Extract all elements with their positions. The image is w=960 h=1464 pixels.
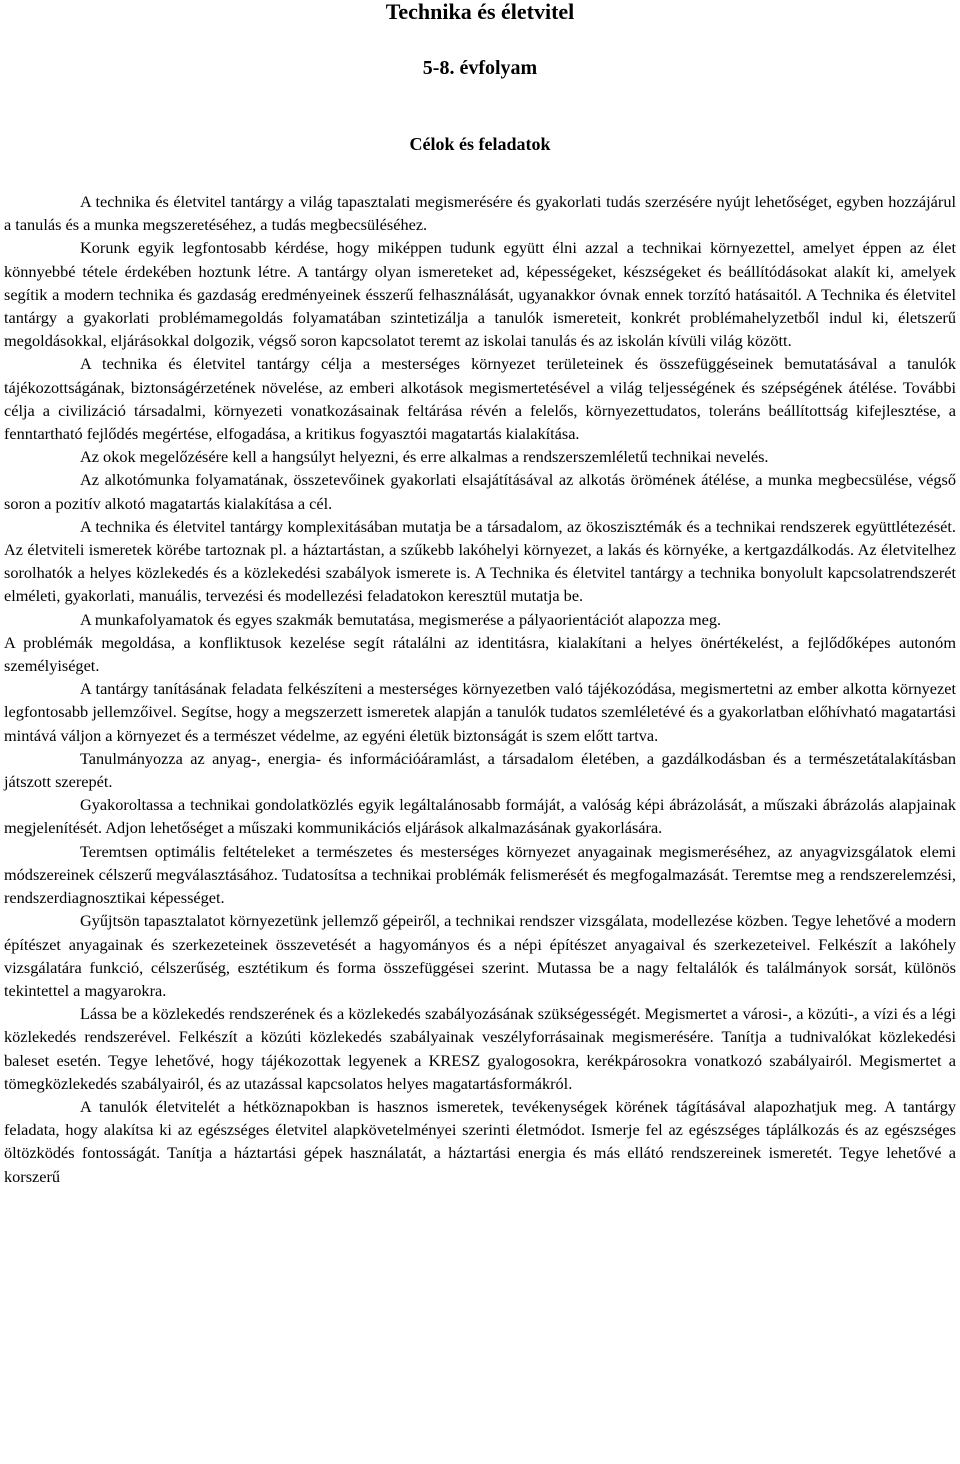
paragraph: A problémák megoldása, a konfliktusok kezelése segít rátalálni az identitásra, kialakítani a helyes önértékelést, a fejlődőképes autonóm személyiséget. [4,632,956,676]
paragraph: Gyakoroltassa a technikai gondolatközlés egyik legáltalánosabb formáját, a valóság képi ábrázolását, a műszaki ábrázolás alapjainak megjelenítését. Adjon lehetőséget a műszaki kommunikációs eljárások alkalmazásának gyakorlására. [4,795,956,838]
paragraph: Korunk egyik legfontosabb kérdése, hogy miképpen tudunk együtt élni azzal a technikai környezettel, amelyet éppen az élet könnyebbé tétele érdekében hoztunk létre. A tantárgy olyan ismereteket ad, képességeket, készségeket és beállítódásokat alakít ki, amelyek segítik a modern technika és gazdaság eredményeinek ésszerű felhasználását, ugyanakkor óvnak ennek torzító hatásaitól. A Technika és életvitel tantárgy a gyakorlati problémamegoldás folyamatában szintetizálja a tanulók ismereteit, konkrét problémahelyzetből indul ki, életszerű megoldásokkal, eljárásokkal dolgozik, végső soron kapcsolatot teremt az iskolai tanulás és az iskolán kívüli világ között. [4,238,956,351]
paragraph: Lássa be a közlekedés rendszerének és a közlekedés szabályozásának szükségességét. Megismertet a városi-, a közúti-, a vízi és a légi közlekedés rendszerével. Felkészít a közúti közlekedés szabályainak veszélyforrásainak megismerésére. Tanítja a tudnivalókat közlekedési baleset esetén. Tegye lehetővé, hogy tájékozottak legyenek a KRESZ gyalogosokra, kerékpárosokra vonatkozó szabályairól. Megismertet a tömegközlekedés szabályairól, és az utazással kapcsolatos helyes magatartásformákról. [4,1004,956,1093]
paragraph: A munkafolyamatok és egyes szakmák bemutatása, megismerése a pályaorientációt alapozza meg. [80,609,722,629]
paragraph: Teremtsen optimális feltételeket a természetes és mesterséges környezet anyagainak megismeréséhez, az anyagvizsgálatok elemi módszereinek célszerű megválasztásához. Tudatosítsa a technikai problémák felismerését és megfogalmazását. Teremtse meg a rendszerelemzési, rendszerdiagnosztikai képességet. [4,841,956,908]
paragraph: A tantárgy tanításának feladata felkészíteni a mesterséges környezetben való tájékozódása, megismertetni az ember alkotta környezet legfontosabb jellemzőivel. Segítse, hogy a megszerzett ismeretek alapján a tanulók tudatos szemléletévé és a gyakorlatban előhívható magatartási mintává váljon a környezet és a természet védelme, az egyéni életük biztonságát is szem előtt tartva. [4,679,956,745]
document-title: Technika és életvitel [385,0,575,24]
section-heading: Célok és feladatok [409,134,551,154]
paragraph: A technika és életvitel tantárgy célja a mesterséges környezet területeinek és összefüggéseinek bemutatásával a tanulók tájékozottságának, biztonságérzetének növelése, az emberi alkotások megismertetésével a világ teljességének és szépségének átélése. További célja a civilizáció társadalmi, környezeti vonatkozásainak feltárása révén a felelős, környezettudatos, toleráns beállítottság kifejlesztése, a fenntartható fejlődés megértése, elfogadása, a kritikus fogyasztói magatartás kialakítása. [4,354,956,444]
paragraph: Az okok megelőzésére kell a hangsúlyt helyezni, és erre alkalmas a rendszerszemléletű technikai nevelés. [80,447,769,467]
paragraph: A technika és életvitel tantárgy komplexitásában mutatja be a társadalom, az ökoszisztémák és a technikai rendszerek együttlétezését. Az életviteli ismeretek körébe tartoznak pl. a háztartástan, a szűkebb lakóhelyi környezet, a lakás és környéke, a kertgazdálkodás. Az életvitelhez sorolhatók a helyes közlekedés és a közlekedési szabályok ismerete is. A Technika és életvitel tantárgy a technika bonyolult kapcsolatrendszerét elméleti, gyakorlati, manuális, tervezési és modellezési feladatokon keresztül mutatja be. [4,516,956,606]
paragraph: Tanulmányozza az anyag-, energia- és információáramlást, a társadalom életében, a gazdálkodásban és a természetátalakításban játszott szerepét. [4,748,956,792]
paragraph: A technika és életvitel tantárgy a világ tapasztalati megismerésére és gyakorlati tudás szerzésére nyújt lehetőséget, egyben hozzájárul a tanulás és a munka megszeretéséhez, a tudás megbecsüléséhez. [4,192,956,235]
paragraph: Az alkotómunka folyamatának, összetevőinek gyakorlati elsajátításával az alkotás örömének átélése, a munka megbecsülése, végső soron a pozitív alkotó magatartás kialakítása a cél. [4,470,956,513]
grade-heading: 5-8. évfolyam [422,57,538,79]
paragraph: Gyűjtsön tapasztalatot környezetünk jellemző gépeiről, a technikai rendszer vizsgálata, modellezése közben. Tegye lehetővé a modern építészet anyagainak és szerkezeteinek összevetését a hagyományos és a népi építészet anyagaival és szerkezeteivel. Felkészít a lakóhely vizsgálatára funkció, célszerűség, esztétikum és forma összefüggései szerint. Mutassa be a nagy feltalálók és találmányok sorsát, különös tekintettel a magyarokra. [4,911,956,1000]
document-body [4,190,956,1188]
paragraph: A tanulók életvitelét a hétköznapokban is hasznos ismeretek, tevékenységek körének tágításával alapozhatjuk meg. A tantárgy feladata, hogy alakítsa ki az egészséges életvitel alapkövetelményei szerinti életmódot. Ismerje fel az egészséges táplálkozás és az egészséges öltözködés fontosságát. Tanítja a háztartási gépek használatát, a háztartási energia és más ellátó rendszereinek ismeretét. Tegye lehetővé a korszerű [4,1096,956,1186]
